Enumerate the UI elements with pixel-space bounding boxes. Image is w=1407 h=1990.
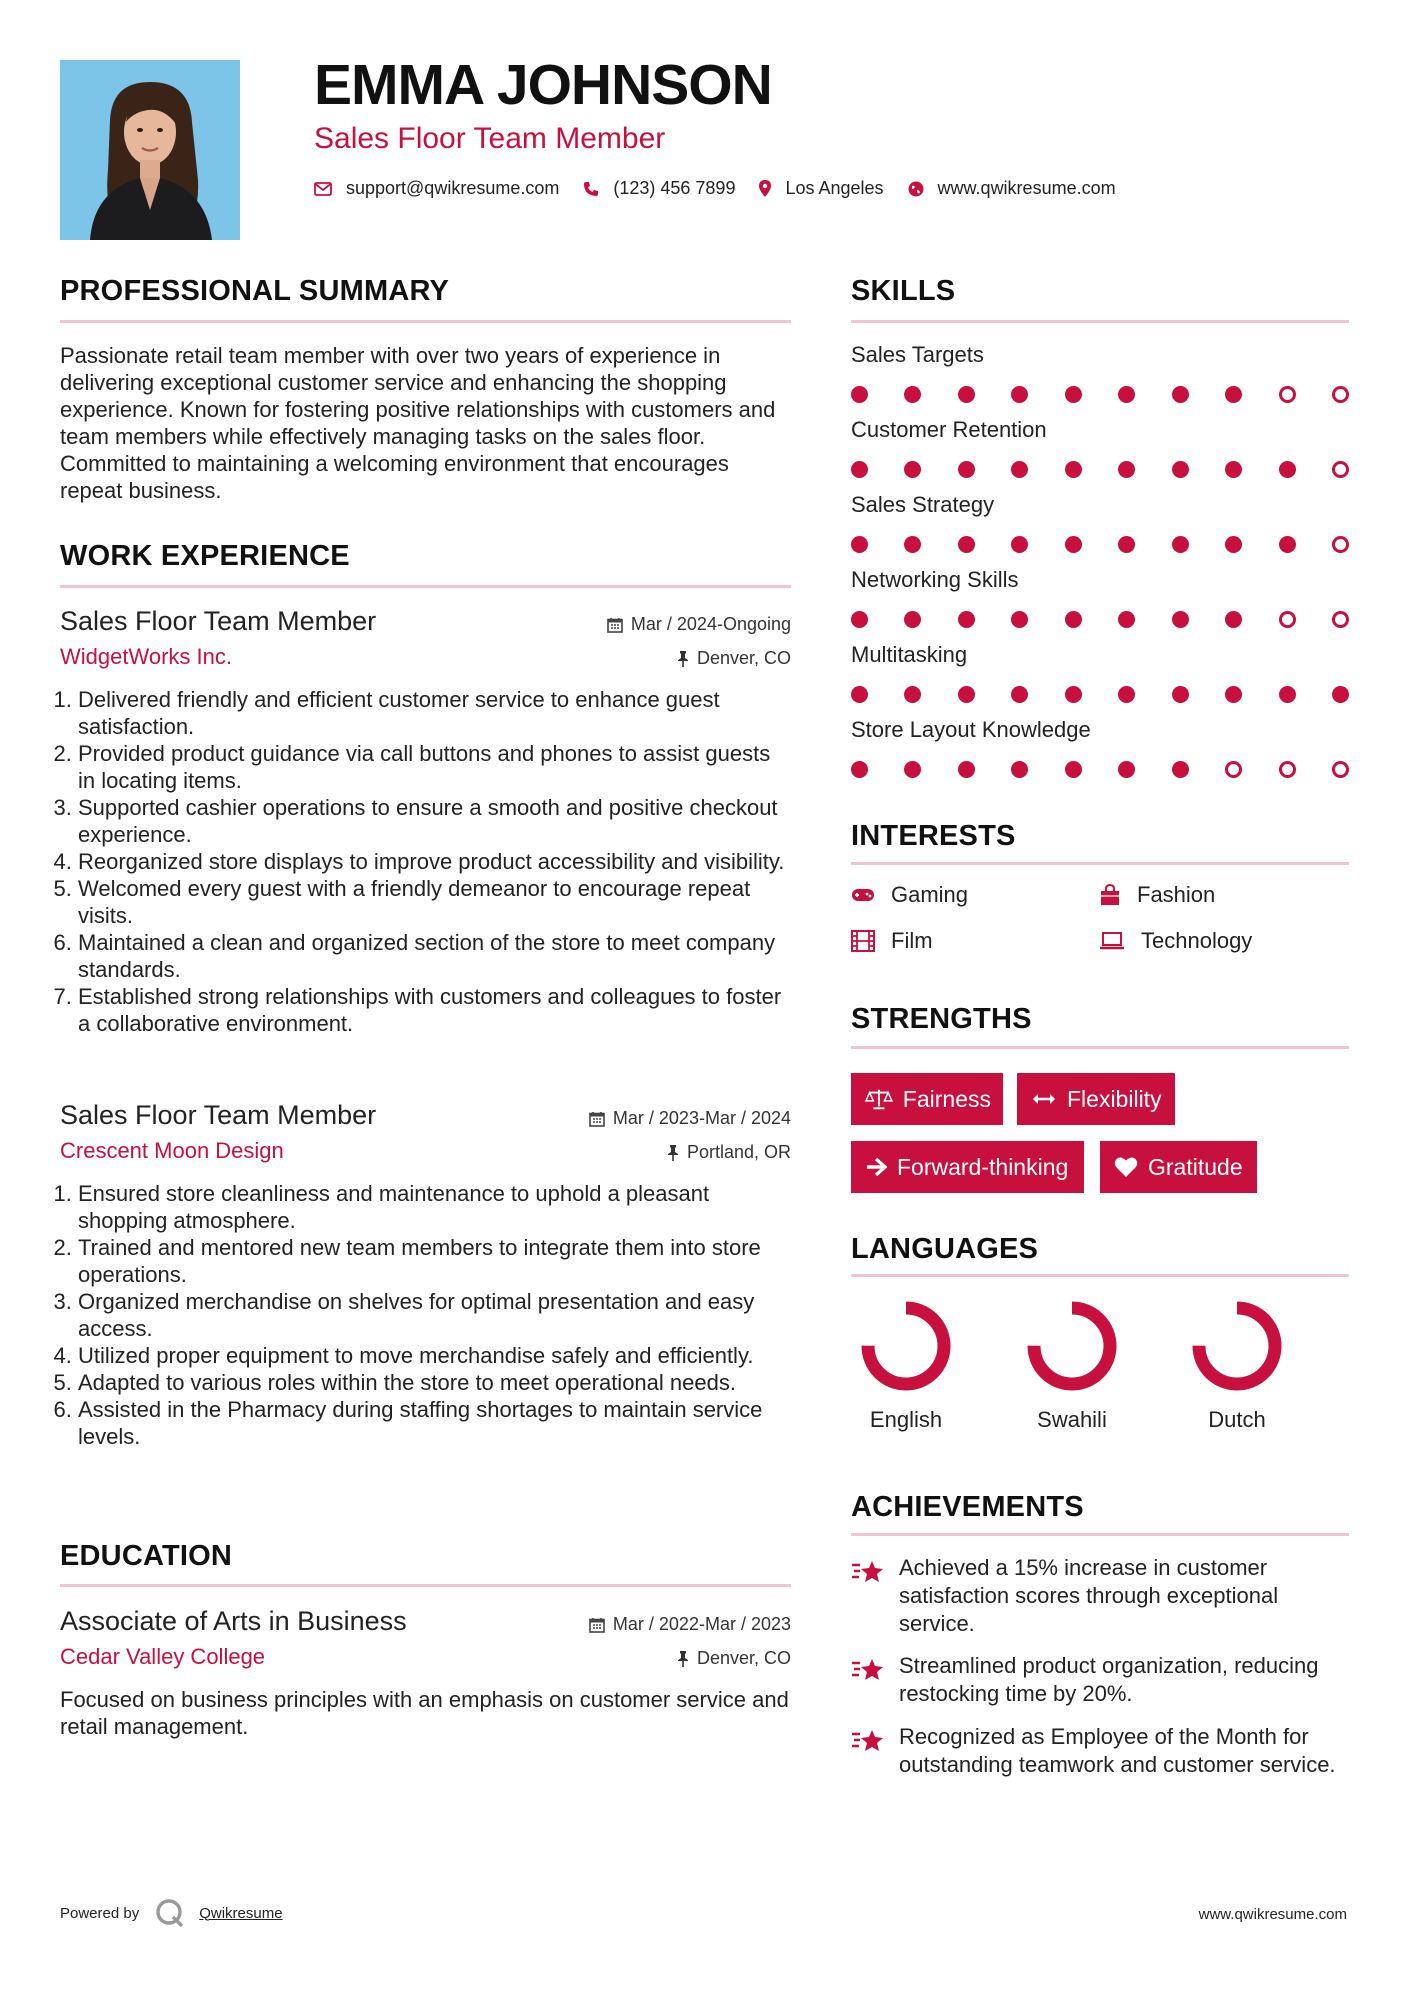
job-location <box>677 648 791 669</box>
qwikresume-logo-icon <box>155 1898 185 1928</box>
achievement-text: Streamlined product organization, reducing restocking time by 20%. <box>899 1653 1319 1706</box>
job-entry-1 <box>60 606 791 1076</box>
summary-rule <box>60 320 791 323</box>
interests-heading: INTERESTS <box>851 820 1016 852</box>
gamepad-icon <box>851 887 875 903</box>
candidate-title: Sales Floor Team Member <box>314 122 666 155</box>
rating-dot-empty <box>1225 761 1242 778</box>
skill-name: Sales Strategy <box>851 492 995 517</box>
rating-dot-filled <box>1065 686 1082 703</box>
film-icon <box>851 930 875 952</box>
job-date-text: Mar / 2023-Mar / 2024 <box>612 1108 791 1128</box>
rating-dot-filled <box>958 536 975 553</box>
map-pin-icon <box>759 180 771 197</box>
rating-dot-filled <box>1225 461 1242 478</box>
skill-rating <box>851 461 1349 478</box>
rating-dot-filled <box>1065 536 1082 553</box>
rating-dot-filled <box>1118 761 1135 778</box>
rating-dot-filled <box>1172 461 1189 478</box>
skill-rating <box>851 611 1349 628</box>
strength-label: Forward-thinking <box>897 1153 1069 1180</box>
rating-dot-empty <box>1332 461 1349 478</box>
rating-dot-filled <box>851 611 868 628</box>
rating-dot-filled <box>1011 386 1028 403</box>
rating-dot-filled <box>1172 386 1189 403</box>
job-date-text: Mar / 2024-Ongoing <box>630 614 791 634</box>
list-item: 6. Maintained a clean and organized section of the store to meet company standards. <box>78 929 791 983</box>
school-name: Cedar Valley College <box>60 1644 266 1669</box>
list-item: 3. Supported cashier operations to ensure a smooth and positive checkout experience. <box>78 794 791 848</box>
skill-name: Sales Targets <box>851 342 984 367</box>
rating-dot-filled <box>851 536 868 553</box>
rating-dot-filled <box>1011 536 1028 553</box>
list-item: 5. Welcomed every guest with a friendly demeanor to encourage repeat visits. <box>78 875 791 929</box>
rating-dot-filled <box>1225 536 1242 553</box>
education-rule <box>60 1584 791 1587</box>
language-progress-arc <box>1034 1308 1110 1384</box>
interest-label: Fashion <box>1137 882 1216 907</box>
rating-dot-filled <box>1011 686 1028 703</box>
achievement-item <box>851 1723 1351 1779</box>
arrows-horizontal-icon <box>1031 1092 1057 1106</box>
skill-name: Store Layout Knowledge <box>851 717 1091 742</box>
rating-dot-filled <box>1065 611 1082 628</box>
job-location-text: Denver, CO <box>696 648 791 668</box>
list-item: 1. Ensured store cleanliness and maintenance to uphold a pleasant shopping atmosphere. <box>78 1180 791 1234</box>
rating-dot-filled <box>1011 761 1028 778</box>
pushpin-icon <box>677 1651 689 1667</box>
website-text: www.qwikresume.com <box>937 178 1116 198</box>
language-item <box>1182 1298 1292 1433</box>
phone-text: (123) 456 7899 <box>613 178 736 198</box>
list-item: 1. Delivered friendly and efficient customer service to enhance guest satisfaction. <box>78 686 791 740</box>
achievement-text: Achieved a 15% increase in customer satisfaction scores through exceptional service. <box>899 1555 1279 1636</box>
footer-url[interactable]: www.qwikresume.com <box>1198 1906 1347 1923</box>
phone-icon <box>583 181 599 197</box>
interest-fashion <box>1099 882 1215 908</box>
rating-dot-filled <box>1172 686 1189 703</box>
location-text: Los Angeles <box>785 178 884 198</box>
education-location-text: Denver, CO <box>696 1648 791 1668</box>
skill-row <box>851 342 1349 403</box>
rating-dot-filled <box>1065 386 1082 403</box>
job-date <box>589 1108 791 1129</box>
rating-dot-filled <box>1065 761 1082 778</box>
language-progress-arc <box>868 1308 944 1384</box>
shopping-bag-icon <box>1099 884 1121 906</box>
rating-dot-filled <box>1065 461 1082 478</box>
skills-heading: SKILLS <box>851 275 956 307</box>
rating-dot-filled <box>1011 611 1028 628</box>
education-heading: EDUCATION <box>60 1540 233 1572</box>
rating-dot-empty <box>1332 386 1349 403</box>
degree-title: Associate of Arts in Business <box>60 1606 407 1636</box>
languages-rule <box>851 1274 1349 1277</box>
interest-label: Film <box>891 928 933 953</box>
rating-dot-filled <box>904 686 921 703</box>
skill-rating <box>851 386 1349 403</box>
achievement-text: Recognized as Employee of the Month for outstanding teamwork and customer service. <box>899 1724 1336 1777</box>
job-title: Sales Floor Team Member <box>60 1100 377 1130</box>
skill-row <box>851 417 1349 478</box>
job-duties <box>60 1180 791 1450</box>
strength-tag <box>851 1073 1003 1125</box>
experience-heading: WORK EXPERIENCE <box>60 540 350 572</box>
rating-dot-filled <box>958 761 975 778</box>
interest-label: Gaming <box>891 882 969 907</box>
list-item: 2. Provided product guidance via call buttons and phones to assist guests in locating items. <box>78 740 791 794</box>
contact-email[interactable] <box>314 178 559 199</box>
rating-dot-empty <box>1279 611 1296 628</box>
summary-heading: PROFESSIONAL SUMMARY <box>60 275 450 307</box>
rating-dot-filled <box>904 386 921 403</box>
rating-dot-filled <box>1279 686 1296 703</box>
job-title: Sales Floor Team Member <box>60 606 377 636</box>
job-duties <box>60 686 791 1037</box>
achievements-rule <box>851 1533 1349 1536</box>
language-progress-ring <box>858 1298 954 1394</box>
profile-photo <box>60 60 240 240</box>
skill-name: Multitasking <box>851 642 968 667</box>
qwikresume-link[interactable]: Qwikresume <box>199 1904 283 1922</box>
achievements-heading: ACHIEVEMENTS <box>851 1491 1084 1523</box>
rating-dot-filled <box>851 761 868 778</box>
language-item <box>1017 1298 1127 1433</box>
job-date <box>607 614 791 635</box>
languages-heading: LANGUAGES <box>851 1233 1039 1265</box>
heart-icon <box>1114 1156 1138 1178</box>
rating-dot-filled <box>1118 386 1135 403</box>
powered-by-text: Powered by <box>60 1904 140 1922</box>
pushpin-icon <box>667 1145 679 1161</box>
interest-label: Technology <box>1141 928 1253 953</box>
contact-phone[interactable] <box>583 178 735 199</box>
star-award-icon <box>851 1727 885 1755</box>
skill-rating <box>851 686 1349 703</box>
strength-label: Flexibility <box>1067 1085 1162 1112</box>
rating-dot-filled <box>851 386 868 403</box>
strength-label: Gratitude <box>1148 1153 1243 1180</box>
contact-bar <box>314 178 1140 199</box>
rating-dot-filled <box>904 461 921 478</box>
contact-location <box>759 178 883 199</box>
rating-dot-filled <box>1225 686 1242 703</box>
rating-dot-filled <box>904 536 921 553</box>
pushpin-icon <box>677 651 689 667</box>
experience-rule <box>60 585 791 588</box>
skill-name: Customer Retention <box>851 417 1047 442</box>
skill-row <box>851 642 1349 703</box>
education-location <box>677 1648 791 1669</box>
rating-dot-empty <box>1332 611 1349 628</box>
language-name: Dutch <box>1208 1407 1266 1432</box>
strength-tag <box>851 1141 1084 1193</box>
star-award-icon <box>851 1558 885 1586</box>
rating-dot-filled <box>1172 761 1189 778</box>
rating-dot-filled <box>1279 461 1296 478</box>
education-date <box>589 1614 791 1635</box>
strengths-rule <box>851 1046 1349 1049</box>
rating-dot-filled <box>1118 686 1135 703</box>
contact-website[interactable] <box>908 178 1116 199</box>
skill-rating <box>851 536 1349 553</box>
rating-dot-filled <box>958 461 975 478</box>
job-entry-2 <box>60 1100 791 1500</box>
strengths-heading: STRENGTHS <box>851 1003 1032 1035</box>
language-progress-arc <box>1199 1308 1275 1384</box>
list-item: 3. Organized merchandise on shelves for optimal presentation and easy access. <box>78 1288 791 1342</box>
skill-rating <box>851 761 1349 778</box>
rating-dot-empty <box>1332 761 1349 778</box>
rating-dot-filled <box>958 386 975 403</box>
rating-dot-filled <box>1118 611 1135 628</box>
rating-dot-filled <box>851 686 868 703</box>
arrow-right-icon <box>865 1157 887 1177</box>
language-name: Swahili <box>1037 1407 1107 1432</box>
calendar-icon <box>589 1111 605 1127</box>
interest-film <box>851 928 933 954</box>
rating-dot-empty <box>1279 386 1296 403</box>
list-item: 6. Assisted in the Pharmacy during staffing shortages to maintain service levels. <box>78 1396 791 1450</box>
calendar-icon <box>589 1617 605 1633</box>
calendar-icon <box>607 617 623 633</box>
rating-dot-filled <box>1225 386 1242 403</box>
list-item: 7. Established strong relationships with customers and colleagues to foster a collaborative environment. <box>78 983 791 1037</box>
strength-tag <box>1017 1073 1175 1125</box>
strength-label: Fairness <box>902 1085 991 1112</box>
strength-tag <box>1100 1141 1257 1193</box>
language-item <box>851 1298 961 1433</box>
star-award-icon <box>851 1656 885 1684</box>
rating-dot-filled <box>1172 611 1189 628</box>
rating-dot-filled <box>1332 686 1349 703</box>
summary-text: Passionate retail team member with over two years of experience in delivering exceptional customer service and enhancing the shopping experience. Known for fostering positive relationships with customers and team members while effectively managing tasks on the sales floor. Committed to maintaining a welcoming environment that encourages repeat business. <box>60 343 776 503</box>
rating-dot-filled <box>904 761 921 778</box>
rating-dot-filled <box>1225 611 1242 628</box>
list-item: 4. Reorganized store displays to improve product accessibility and visibility. <box>78 848 791 875</box>
job-company: Crescent Moon Design <box>60 1138 284 1163</box>
footer-powered <box>60 1898 283 1928</box>
rating-dot-filled <box>958 686 975 703</box>
skill-row <box>851 717 1349 778</box>
job-location-text: Portland, OR <box>686 1142 791 1162</box>
skill-name: Networking Skills <box>851 567 1019 592</box>
interest-gaming <box>851 882 968 908</box>
education-description: Focused on business principles with an emphasis on customer service and retail management. <box>60 1687 789 1739</box>
rating-dot-filled <box>851 461 868 478</box>
rating-dot-filled <box>904 611 921 628</box>
list-item: 4. Utilized proper equipment to move merchandise safely and efficiently. <box>78 1342 791 1369</box>
language-progress-ring <box>1024 1298 1120 1394</box>
rating-dot-empty <box>1279 761 1296 778</box>
education-date-text: Mar / 2022-Mar / 2023 <box>612 1614 791 1634</box>
interest-technology <box>1099 928 1252 954</box>
laptop-icon <box>1099 932 1125 950</box>
achievement-item <box>851 1652 1351 1708</box>
list-item: 5. Adapted to various roles within the store to meet operational needs. <box>78 1369 791 1396</box>
rating-dot-filled <box>1118 461 1135 478</box>
interests-rule <box>851 862 1349 865</box>
rating-dot-filled <box>958 611 975 628</box>
rating-dot-filled <box>1118 536 1135 553</box>
language-progress-ring <box>1189 1298 1285 1394</box>
language-name: English <box>869 1407 943 1432</box>
email-text: support@qwikresume.com <box>346 178 560 198</box>
rating-dot-filled <box>1172 536 1189 553</box>
education-entry <box>60 1606 791 1746</box>
balance-scale-icon <box>865 1088 893 1110</box>
skills-rule <box>851 320 1349 323</box>
candidate-name: EMMA JOHNSON <box>314 53 772 117</box>
rating-dot-empty <box>1332 536 1349 553</box>
skill-row <box>851 567 1349 628</box>
rating-dot-filled <box>1011 461 1028 478</box>
achievement-item <box>851 1554 1351 1638</box>
job-location <box>667 1142 791 1163</box>
globe-icon <box>908 181 924 197</box>
skill-row <box>851 492 1349 553</box>
envelope-icon <box>314 182 332 196</box>
job-company: WidgetWorks Inc. <box>60 644 232 669</box>
list-item: 2. Trained and mentored new team members to integrate them into store operations. <box>78 1234 791 1288</box>
rating-dot-filled <box>1279 536 1296 553</box>
